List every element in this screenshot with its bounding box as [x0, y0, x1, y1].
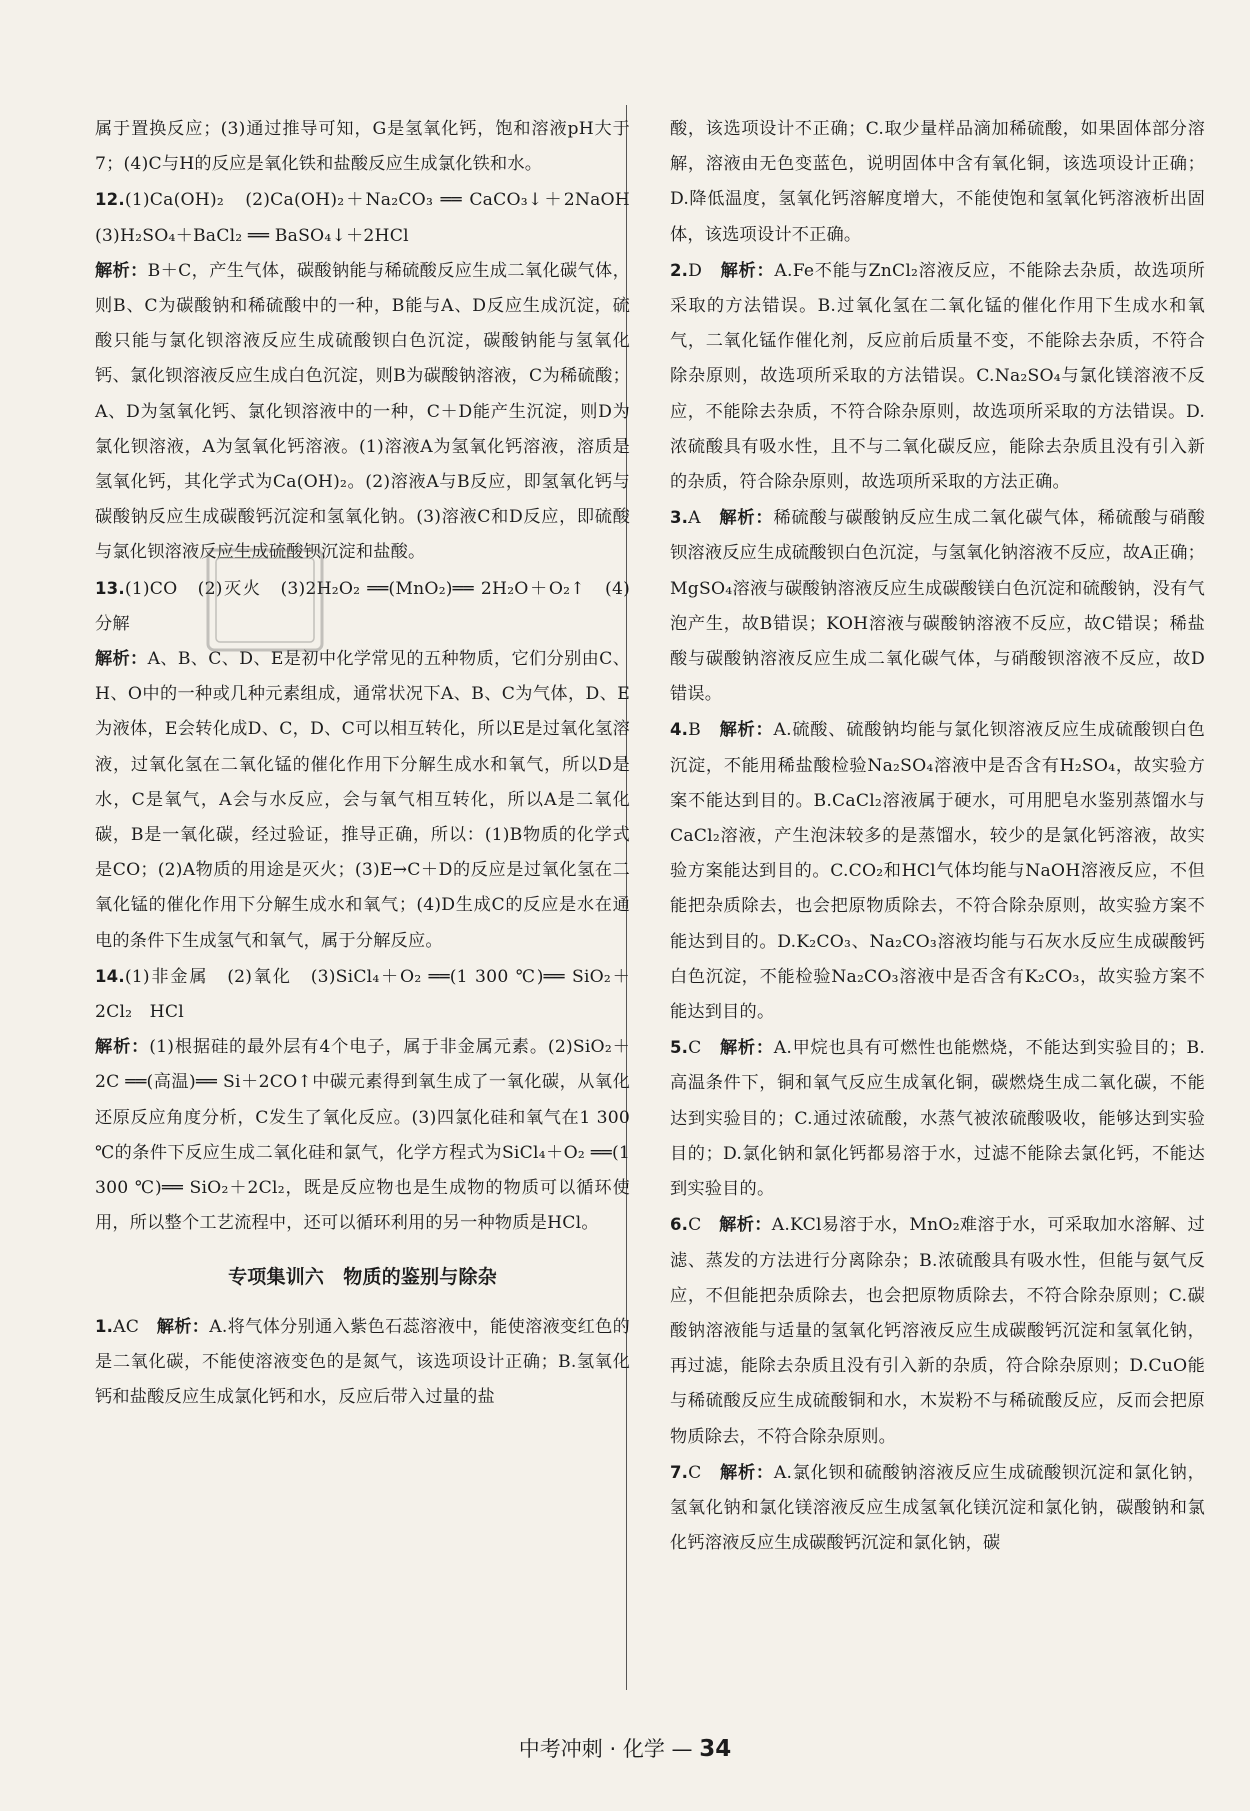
question-number: 6.	[670, 1215, 689, 1235]
analysis-text: (1)根据硅的最外层有4个电子，属于非金属元素。(2)SiO₂＋2C ══(高温)══ Si＋2CO↑中碳元素得到氧生成了一氧化碳，从氧化还原反应角度分析，C发生了氧化反应。(3)四氯化硅和氧气在1 300 ℃的条件下反应生成二氧化硅和氯气，化学方程式为SiCl₄＋O₂ ══(1 300 ℃)══ SiO₂＋2Cl₂，既是反应物也是生成物的物质可以循环使用，所以整个工艺流程中，还可以循环利用的另一种物质是HCl。	[95, 1037, 630, 1234]
question-number: 3.	[670, 508, 689, 528]
page-number: 34	[699, 1736, 732, 1762]
question-number: 12.	[95, 190, 125, 210]
analysis-label: 解析：	[720, 260, 775, 281]
paragraph: 属于置换反应；(3)通过推导可知，G是氢氧化钙，饱和溶液pH大于7；(4)C与H的反应是氧化铁和盐酸反应生成氯化铁和水。	[95, 119, 630, 175]
analysis-text: A.甲烷也具有可燃性也能燃烧，不能达到实验目的；B.高温条件下，铜和氧气反应生成氧化铜，碳燃烧生成二氧化碳，不能达到实验目的；C.通过浓硫酸，水蒸气被浓硫酸吸收，能够达到实验目的；D.氯化钠和氯化钙都易溶于水，过滤不能除去氯化钙，不能达到实验目的。	[670, 1038, 1206, 1200]
answer: C	[688, 1462, 702, 1483]
analysis-14	[95, 1030, 630, 1241]
question-number: 4.	[670, 720, 689, 740]
analysis-text: A.Fe不能与ZnCl₂溶液反应，不能除去杂质，故选项所采取的方法错误。B.过氧化氢在二氧化锰的催化作用下生成水和氧气，二氧化锰作催化剂，反应前后质量不变，不能除去杂质，不符合除杂原则，故选项所采取的方法错误。C.Na₂SO₄与氯化镁溶液不反应，不能除去杂质，不符合除杂原则，故选项所采取的方法错误。D.浓硫酸具有吸水性，且不与二氧化碳反应，能除去杂质且没有引入新的杂质，符合除杂原则，故选项所采取的方法正确。	[670, 260, 1206, 493]
page-footer	[0, 1733, 1250, 1763]
answer: A	[688, 508, 701, 529]
analysis-label: 解析：	[95, 1037, 150, 1058]
question-13	[95, 571, 630, 642]
question-s1	[95, 1309, 630, 1416]
analysis-13	[95, 642, 630, 959]
question-number: 14.	[95, 966, 125, 986]
left-column	[95, 112, 648, 1415]
question-s7	[670, 1455, 1205, 1562]
question-s3	[670, 500, 1205, 712]
answer: (1)Ca(OH)₂ (2)Ca(OH)₂＋Na₂CO₃ ══ CaCO₃↓＋2NaOH (3)H₂SO₄＋BaCl₂ ══ BaSO₄↓＋2HCl	[95, 190, 648, 246]
analysis-text: A.KCl易溶于水，MnO₂难溶于水，可采取加水溶解、过滤、蒸发的方法进行分离除杂；B.浓硫酸具有吸水性，但能与氨气反应，不但能把杂质除去，也会把原物质除去，不符合除杂原则；C.碳酸钠溶液能与适量的氢氧化钙溶液反应生成碳酸钙沉淀和氢氧化钠，再过滤，能除去杂质且没有引入新的杂质，符合除杂原则；D.CuO能与稀硫酸反应生成硫酸铜和水，木炭粉不与稀硫酸反应，反而会把原物质除去，不符合除杂原则。	[670, 1215, 1206, 1447]
analysis-label: 解析：	[95, 260, 148, 281]
analysis-label: 解析：	[95, 649, 148, 670]
question-s6	[670, 1207, 1205, 1454]
footer-text: 中考冲刺 · 化学 —	[518, 1737, 693, 1761]
analysis-text: A.氯化钡和硫酸钠溶液反应生成硫酸钡沉淀和氯化钠，氢氧化钠和氯化镁溶液反应生成氢氧化镁沉淀和氯化钠，碳酸钠和氯化钙溶液反应生成碳酸钙沉淀和氯化钠，碳	[670, 1462, 1205, 1554]
question-number: 7.	[670, 1462, 689, 1482]
question-s2	[670, 253, 1205, 500]
analysis-label: 解析：	[719, 1215, 772, 1236]
analysis-label: 解析：	[720, 1462, 774, 1483]
question-s4	[670, 712, 1205, 1030]
analysis-label: 解析：	[156, 1316, 210, 1337]
answer: C	[688, 1215, 702, 1236]
analysis-text: A.硫酸、硫酸钠均能与氯化钡溶液反应生成硫酸钡白色沉淀，不能用稀盐酸检验Na₂SO₄溶液中是否含有H₂SO₄，故实验方案不能达到目的。B.CaCl₂溶液属于硬水，可用肥皂水鉴别蒸馏水与CaCl₂溶液，产生泡沫较多的是蒸馏水，较少的是氯化钙溶液，故实验方案能达到目的。C.CO₂和HCl气体均能与NaOH溶液反应，不但能把杂质除去，也会把原物质除去，不符合除杂原则，故实验方案不能达到目的。D.K₂CO₃、Na₂CO₃溶液均能与石灰水反应生成碳酸钙白色沉淀，不能检验Na₂CO₃溶液中是否含有K₂CO₃，故实验方案不能达到目的。	[670, 720, 1205, 1023]
answer: B	[688, 720, 701, 741]
analysis-text: A、B、C、D、E是初中化学常见的五种物质，它们分别由C、H、O中的一种或几种元素组成，通常状况下A、B、C为气体，D、E为液体，E会转化成D、C，D、C可以相互转化，所以E是过氧化氢溶液，过氧化氢在二氧化锰的催化作用下分解生成水和氧气，所以D是水，C是氧气，A会与水反应，会与氧气相互转化，所以A是二氧化碳，B是一氧化碳，经过验证，推导正确，所以：(1)B物质的化学式是CO；(2)A物质的用途是灭火；(3)E→C＋D的反应是过氧化氢在二氧化锰的催化作用下分解生成水和氧气；(4)D生成C的反应是水在通电的条件下生成氢气和氧气，属于分解反应。	[95, 649, 630, 951]
answer: AC	[113, 1316, 140, 1337]
paragraph: 酸，该选项设计不正确；C.取少量样品滴加稀硫酸，如果固体部分溶解，溶液由无色变蓝色，说明固体中含有氧化铜，该选项设计正确；D.降低温度，氢氧化钙溶解度增大，不能使饱和氢氧化钙溶液析出固体，该选项设计不正确。	[670, 119, 1205, 245]
analysis-text: A.将气体分别通入紫色石蕊溶液中，能使溶液变红色的是二氧化碳，不能使溶液变色的是氮气，该选项设计正确；B.氢氧化钙和盐酸反应生成氯化钙和水，反应后带入过量的盐	[95, 1316, 630, 1408]
answer: C	[688, 1038, 702, 1059]
answer: (1)CO (2)灭火 (3)2H₂O₂ ══(MnO₂)══ 2H₂O＋O₂↑ (4)分解	[95, 578, 630, 634]
analysis-12	[95, 254, 630, 571]
analysis-label: 解析：	[719, 720, 774, 741]
right-column	[670, 112, 1205, 1561]
stamp-graphic	[200, 540, 330, 660]
analysis-label: 解析：	[720, 1038, 774, 1059]
answer: D	[688, 260, 703, 281]
analysis-text: 稀硫酸与碳酸钠反应生成二氧化碳气体，稀硫酸与硝酸钡溶液反应生成硫酸钡白色沉淀，与氢氧化钠溶液不反应，故A正确；MgSO₄溶液与碳酸钠溶液反应生成碳酸镁白色沉淀和硫酸钠，没有气泡产生，故B错误；KOH溶液与碳酸钠溶液不反应，故C错误；稀盐酸与碳酸钠溶液反应生成二氧化碳气体，与硝酸钡溶液不反应，故D错误。	[670, 508, 1206, 705]
question-number: 1.	[95, 1316, 114, 1336]
question-number: 13.	[95, 578, 125, 598]
question-number: 2.	[670, 260, 689, 280]
question-12	[95, 182, 648, 253]
analysis-label: 解析：	[719, 508, 774, 529]
question-number: 5.	[670, 1038, 689, 1058]
question-s5	[670, 1030, 1205, 1207]
answer: (1)非金属 (2)氧化 (3)SiCl₄＋O₂ ══(1 300 ℃)══ SiO₂＋2Cl₂ HCl	[95, 966, 630, 1023]
analysis-text: B＋C，产生气体，碳酸钠能与稀硫酸反应生成二氧化碳气体，则B、C为碳酸钠和稀硫酸中的一种，B能与A、D反应生成沉淀，硫酸只能与氯化钡溶液反应生成硫酸钡白色沉淀，碳酸钠能与氢氧化钙、氯化钡溶液反应生成白色沉淀，则B为碳酸钠溶液，C为稀硫酸；A、D为氢氧化钙、氯化钡溶液中的一种，C＋D能产生沉淀，则D为氯化钡溶液，A为氢氧化钙溶液。(1)溶液A为氢氧化钙溶液，溶质是氢氧化钙，其化学式为Ca(OH)₂。(2)溶液A与B反应，即氢氧化钙与碳酸钠反应生成碳酸钙沉淀和氢氧化钠。(3)溶液C和D反应，即硫酸与氯化钡溶液反应生成硫酸钡沉淀和盐酸。	[95, 260, 630, 563]
section-title: 专项集训六 物质的鉴别与除杂	[228, 1265, 497, 1288]
question-14	[95, 959, 630, 1030]
